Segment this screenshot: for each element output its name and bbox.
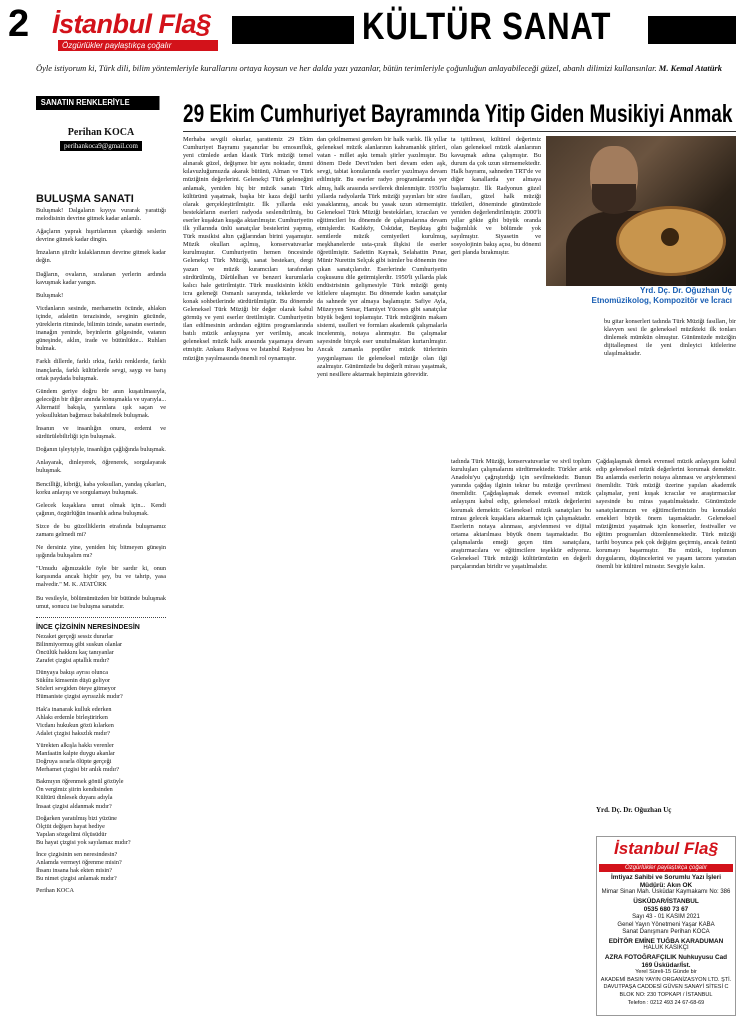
- poem-line: İhsanı insana hak ekten misin?: [36, 867, 112, 875]
- column-heading: BULUŞMA SANATI: [36, 193, 134, 205]
- poem-heading: İNCE ÇİZGİNİN NERESİNDESİN: [36, 623, 140, 631]
- poem-line: Yapılan sözgelimi ölçüsüdür: [36, 830, 107, 838]
- poem-line: Doğruya ısrarla ölüpte gerçeği: [36, 758, 112, 766]
- imprint-line: Genel Yayın Yönetmeni Yaşar KABA: [617, 921, 715, 928]
- imprint-box: [596, 836, 736, 1016]
- imprint-line: AKADEMİ BASIN YAYIN ORGANİZASYON LTD. ŞTİ.: [600, 976, 732, 983]
- article-text: Merhaba sevgili okurlar, şarattemiz 29 Ekim Cumhuriyet Bayramı yaşanırlar bu emosınfluk, yeni cümlede ardan klasik Türk müziği temel alınarak güzel, değişmez bir aynı noktadır, ümmi kılavuzluğumuzda akarak bütünü, Alman ve Türk müziğinin değerlerini. Gelenekçi Türk geleneğini anlamak, yeniden hiç bir müzik sanatı Türk kültürünü yaşatmak, başka bir kaza değil tarihi olarak gerçekleştirilmiştir. İlk yıllarda eski bestekârların eserleri radyoda seslendirilmiş, bu eserler kuşaktan kuşağa aktarılmıştır. Cumhuriyetin ilk yıllarında ünlü sanatçılar bestelerini yapmış, Türk musikisi altın çağlarından birini yaşamıştır. Müzik okulları açılmış, konservatuvarlar kurulmuştur. Cumhuriyetin hemen öncesinde Gelenekçi Türk Müziği, sanat bestekarı, dergi yazarı ve müzik kuramcıları tarafından sürdürülmüş, Dârülelhan ve benzeri kurumlarla kalıcı hale getirilmiştir. Türk musikisinin köklü icra geleneği Osmanlı sarayında, tekkelerde ve konak sohbetlerinde sürdürülmüştür. Bu dönemde Geleneksel Türk Müziği bir değer olarak kabul görmüş ve yeni eserler üretilmiştir. Cumhuriyetin ilan edilmesinin ardından eğitim programlarında batılı müzik anlayışına yer verilmiş, ancak geleneksel müzik halk arasında yaşamaya devam etmiştir. Ankara Radyosu ve İstanbul Radyosu bu müziğin yayılmasında önemli rol oynamıştır.: [183, 136, 313, 362]
- article-column-4: [604, 318, 736, 454]
- article-headline: 29 Ekim Cumhuriyet Bayramında Yitip Giden Musikiyi Anmak: [183, 100, 733, 128]
- column-paragraph: Farklı dillerde, farklı ırkta, farklı renklerde, farklı inançlarda, farklı kültürlerde sevgi, saygı ve barış ortak paydada buluşmak.: [36, 358, 166, 382]
- column-paragraph: Vicdanların sesinde, merhametin öcünde, ahlakın içinde, adaletin terazisinde, sevginin gücünde, yüreklerin ritminde, bilimin izinde, sanatın eserinde, inanağın yeninde, beyinlerin gölgesinde, vatanın güneşinde, aklın, irade ve bütünlükte... Ruhları bulmak.: [36, 304, 166, 353]
- column-paragraph: Doğanın işleyişiyle, insanlığın çağlığında buluşmak.: [36, 446, 166, 454]
- poem-line: Vicdanı hukukun gözü kılarken: [36, 721, 114, 729]
- imprint-line: Yerel Süreli-15 Günde bir: [635, 969, 697, 976]
- column-paragraph: Buluşmak! Dalgaların kıyıya vurarak yarattığı melodisinin devrine gitmek kadar anlamlı.: [36, 207, 166, 223]
- poem-line: Merhamet çizgisi bir anlık mıdır?: [36, 766, 120, 774]
- column-paragraph: İmzaların şiirdir kulaklarımın devrine gitmek kadar değin.: [36, 249, 166, 265]
- poem-line: Öncülük hakkını kaç tanıyanlar: [36, 648, 114, 656]
- imprint-line: 0535 680 73 67: [643, 906, 689, 914]
- musician-photo: [546, 136, 736, 286]
- newspaper-logo[interactable]: [52, 10, 232, 50]
- photo-caption: [546, 286, 736, 314]
- author-box: [36, 127, 166, 187]
- poem-line: İnsaat çizgisi aldanmak mıdır?: [36, 802, 112, 810]
- article-signature: Yrd. Dç. Dr. Oğuzhan Uç: [596, 806, 672, 814]
- imprint-lines: [599, 874, 733, 1007]
- article-text: tadında Türk Müziği, konservatuvarlar ve sivil toplum kuruluşları çalışmalarını sürdürmektedir. Türkler artık Anadolu'yu çağrıştırdığı için sevilmektedir. Bunun yanında çağdaş ilginin tekrar bu müziğe çevrilmesi önemlidir. Çağdaşlaşmak demek evrensel müzik anlayışını kabul edip, geleneksel müzik değerlerini korumak demektir. Geleneksel müzik sanatçıları bu mirası gelecek kuşaklara aktarmak için çalışmaktadır. Eserlerin notaya alınması, arşivlenmesi ve dijital ortama aktarılması büyük önem taşımaktadır. Bu çalışmalarda emeği geçen tüm sanatçılara, araştırmacılara ve eğitimcilere teşekkür ediyoruz. Geleneksel Türk müziği kültürümüzün en değerli parçalarından biridir ve yaşatılmalıdır.: [451, 458, 591, 571]
- poem-line: Bakmıyın öğrenmek gönül gözüyle: [36, 778, 124, 786]
- article-column-1: [183, 136, 313, 1016]
- poem-line: Hak'a inanarak kulluk ederken: [36, 705, 112, 713]
- poem-line: Bilinmiyormuş gibi suskun olanlar: [36, 640, 123, 648]
- column-paragraph: Gündem geriye doğru bir anın kuşatılmasıyla, geleceğin bir diğer anında konuşmakla ve uyarıyla... Alternatif bakışla, yarınlara ışık saçan ve yoksulluktan bağımsız bakabilmek buluşmak.: [36, 387, 166, 419]
- poem-line: Ahlakı erdemle birleştirirken: [36, 713, 108, 721]
- column-paragraph: Gelecek kuşaklara umut olmak için... Kendi çağının, özgürlüğün insanlık adına buluşmak.: [36, 501, 166, 517]
- column-paragraph: Ne dersiniz yine, yeniden hiç bitmeyen güneşin ışığında buluşalım mı?: [36, 544, 166, 560]
- poem-line: Ölçtüt değişen hayat hediye: [36, 822, 105, 830]
- poem-line: Perihan KOCA: [36, 887, 74, 895]
- poem-line: Hümaniste çizgisi ayrısızlık mıdır?: [36, 693, 123, 701]
- imprint-line: ÜSKÜDAR/İSTANBUL: [633, 897, 699, 905]
- quote-text: Öyle istiyorum ki, Türk dili, bilim yöntemleriyle kurallarını ortaya koysun ve her dalda yazı yazanlar, bütün terimleriyle çoğunluğun anlayabileceği güzel, abanlı dilimizi kullansınlar.: [36, 63, 657, 73]
- column-paragraph: "Umudu ağımızakile öyle bir sardır ki, onun karşısında ancak hiçbir şey, bu ve tahrip, yasa malvedir." M. K. ATATÜRK: [36, 565, 166, 589]
- poem-line: Ön vergimiz şiirin kendisinden: [36, 786, 113, 794]
- poem-line: Sözleri sevgiden öteye gitmeyor: [36, 685, 116, 693]
- column-paragraph: Buluşmak!: [36, 291, 64, 299]
- imprint-logo-name: İstanbul Fla§: [614, 839, 718, 858]
- ataturk-quote: [0, 60, 741, 76]
- poem-line: Zarafet çizgisi aptallık mıdır?: [36, 657, 110, 665]
- quote-signature: M. Kemal Atatürk: [658, 63, 722, 73]
- author-name: Perihan KOCA: [67, 127, 135, 138]
- imprint-line: Mimar Sinan Mah. Üsküdar Kaymakamı No: 386: [601, 889, 731, 896]
- poem-line: Adalet çizgisi hakszlık mıdır?: [36, 729, 111, 737]
- divider: [36, 617, 166, 618]
- poem-line: Manfaatin kalpte duygu akanlar: [36, 749, 115, 757]
- caption-name: Yrd. Dç. Dr. Oğuzhan Uç: [639, 286, 732, 295]
- article-text: ta işitilmesi, kültürel değerimiz olan geleneksel müzik alanlarının kavuşmak adına çalışmıştır. Bu durum da çok uzun sürmemektedir. Halk bayramı, sahneden TRT'de ve diğer kanallarda yer almaya başlamıştır. İlk Radyonun güzel fasılları, güzel halk müziği türküleri, döneminde günümüzde yeniden değerlendirilmiştir. 2000'li yıllar gökte gibi büyük oranda bağımlılık ve bölümde yok sayılmıştır. Siyasetin ve sosyolojinin bakış açısı, bu dönemi geri planda bırakmıştır.: [451, 136, 541, 257]
- poem-line: Yürekten alkışla hakkı verenler: [36, 741, 114, 749]
- header-decoration-left: [232, 16, 354, 44]
- imprint-line: Sayı 43 - 01 KASIM 2021: [632, 913, 700, 920]
- logo-slogan: Özgürlükler paylaştıkça çoğalır: [58, 40, 218, 51]
- masthead: [0, 0, 741, 58]
- imprint-line: AZRA FOTOĞRAFÇILIK Nuhkuyusu Cad 169 Üsküdar/İst.: [604, 953, 728, 969]
- poem-line: Nezaket gerçeği sessiz durarlar: [36, 632, 114, 640]
- poem-line: Anlamda vermeyi öğrenme misin?: [36, 859, 122, 867]
- poem-line: Bu nimet çizgisi anlamak mıdır?: [36, 875, 117, 883]
- poem-line: Sükûtu kimsenin düşü geliyor: [36, 677, 111, 685]
- poem-line: İnce çizgisinin sen neresindesin?: [36, 851, 118, 858]
- section-title: KÜLTÜR SANAT: [362, 6, 612, 48]
- article-text: dan çekilmemesi gereken bir halk varlık. İlk yıllar geleneksel müzik alanlarının kahramanlık şiirleri, vatan - millet aşkı temalı şiirler yazılmıştır. Bu dönem Dede Devri'nden beri devam eden aşk, sevgi, tabiat konularında eserler yazılmaya devam edilmiştir. Bu eserler radyo programlarında yer almış, halk arasında sevilerek dinlenmiştir. 1930'lu yıllarda radyolarda Türk müziği yayınları bir süre yasaklanmış, ancak bu yasak uzun sürmemiştir. Geleneksel Türk Müziği bestekârları, icracıları ve eğitimcileri bu dönemde de çalışmalarına devam etmişlerdir. Kadıköy, Üsküdar, Beşiktaş gibi semtlerde müzik cemiyetleri kurulmuş, meşkhanelerde usta-çırak ilişkisi ile eserler öğretilmiştir. Sadettin Kaynak, Selahattin Pınar, Münir Nurettin Selçuk gibi isimler bu dönemin öne çıkan sanatçılarıdır. Eserlerinde Cumhuriyetin coşkusunu dile getirmişlerdir. 1950'li yıllarda plak endüstrisinin gelişmesiyle Türk müziği geniş kitlelere ulaşmıştır. Bu dönemde kadın sanatçılar da sahnede yer almaya başlamıştır. Safiye Ayla, Müzeyyen Senar, Hamiyet Yüceses gibi sanatçılar büyük beğeni toplamıştır. Türk müziğinin makam sistemi, usulleri ve formları akademik çalışmalarla incelenmiş, notaya alınmıştır. Bu çalışmalar sayesinde birçok eser unutulmaktan kurtarılmıştır. Ancak zamanla popüler müzik türlerinin yaygınlaşması ile geleneksel müziğe olan ilgi azalmıştır. Günümüzde bu değerli mirası yaşatmak, yeni nesillere aktarmak hepimizin görevidir.: [317, 136, 447, 378]
- columnist-column: [36, 96, 166, 1016]
- caption-title: Etnomüzikolog, Kompozitör ve İcracı: [591, 296, 732, 305]
- column-paragraph: Bu vesileyle, bölümümüzden bir bütünde buluşmak umut, sonucu ise buluşma sanatıdır.: [36, 594, 166, 610]
- page-number: 2: [8, 3, 30, 45]
- column-paragraph: Bencilliği, kibriği, kaba yoksulları, yandaş çıkarları, korku anlayışı ve sorgulamayı buluşmak.: [36, 480, 166, 496]
- imprint-logo: [599, 839, 733, 861]
- logo-name: İstanbul Fla§: [52, 9, 211, 39]
- author-email[interactable]: perihankoca9@gmail.com: [60, 141, 142, 151]
- column-paragraph: Anlayarak, dinleyerek, öğrenerek, sorgulayarak buluşmak.: [36, 459, 166, 475]
- imprint-line: DAVUTPAŞA CADDESİ GÜVEN SANAYİ SİTESİ C BLOK NO: 230 TOPKAPI / İSTANBUL: [603, 984, 729, 998]
- column-paragraph: Ağaçların yaprak hışırtılarının çıkardığı seslerin devrine gitmek kadar dingin.: [36, 228, 166, 244]
- imprint-line: İmtiyaz Sahibi ve Sorumlu Yazı İşleri Müdürü: Akın OK: [611, 874, 721, 889]
- column-paragraph: Sizce de bu güzelliklerin etrafında buluşmamız zamanı gelmedi mi?: [36, 522, 166, 538]
- imprint-slogan: Özgürlükler paylaştıkça çoğalır: [599, 864, 733, 872]
- poem-line: Bu hayat çizgisi yok sayılamaz mıdır?: [36, 838, 131, 846]
- article-text: bu gitar konserleri tadında Türk Müziği fasılları, bir klavyen sesi ile geleneksel müzikteki ilk tonları dinlemek mümkün olmuştur. Günümüzde müziğin dijitalleşmesi ile yeni dinleyici kitlelerine ulaşılmaktadır.: [604, 318, 736, 358]
- figure-beard: [592, 184, 636, 214]
- headline-rule: [183, 131, 736, 132]
- article-column-2: [317, 136, 447, 1016]
- imprint-line: Sanat Danışmanı Perihan KOCA: [622, 929, 710, 936]
- poem-line: Kültürü dinlesek duyanı adıyla: [36, 794, 113, 802]
- header-decoration-right: [648, 16, 736, 44]
- oud-soundhole: [661, 228, 679, 246]
- poem-body: [36, 633, 166, 896]
- article-text: Çağdaşlaşmak demek evrensel müzik anlayışını kabul edip geleneksel müzik değerlerini korumak demektir. Bu anlamda eserlerin notaya alınması ve arşivlenmesi önemlidir. Türk müziği üzerine yapılan akademik çalışmalar, yeni kuşak icracılar ve araştırmacılar sayesinde bu miras yaşatılmaktadır. Günümüzde sanatçılarımızın ve eğitimcilerimizin bu konudaki emekleri büyük önem taşımaktadır. Geleneksel müziğimizi yaşatmak için konserler, festivaller ve eğitim programları düzenlenmektedir. Türk müziği tarihi boyunca pek çok değişim geçirmiş, ancak özünü korumayı başarmıştır. Bu müzik, toplumun duygularını, düşüncelerini ve yaşam tarzını yansıtan önemli bir kültürel mirastır. Sevgiyle kalın.: [596, 458, 736, 571]
- imprint-line: EDİTÖR EMİNE TUĞBA KARADUMAN: [608, 937, 724, 945]
- column-body: [36, 207, 166, 611]
- article-column-6: [596, 458, 736, 802]
- column-paragraph: Dağların, ovaların, sıralanan yerlerin ardında kavuşmak kadar yangın.: [36, 270, 166, 286]
- imprint-line: HALUK KASIKÇI: [643, 945, 689, 952]
- article-column-5: [451, 458, 591, 1016]
- column-paragraph: İnsanın ve insanlığın onuru, erdemi ve sürdürülebilirliği için buluşmak.: [36, 425, 166, 441]
- column-label: SANATIN RENKLERİYLE: [36, 96, 160, 110]
- poem-line: Doğarken yaratılmış bizi yüzüne: [36, 814, 117, 822]
- imprint-line: Telefon : 0212 493 24 67-68-69: [627, 999, 705, 1006]
- poem-line: Dünyaya bakışı ayrısı olunca: [36, 669, 108, 677]
